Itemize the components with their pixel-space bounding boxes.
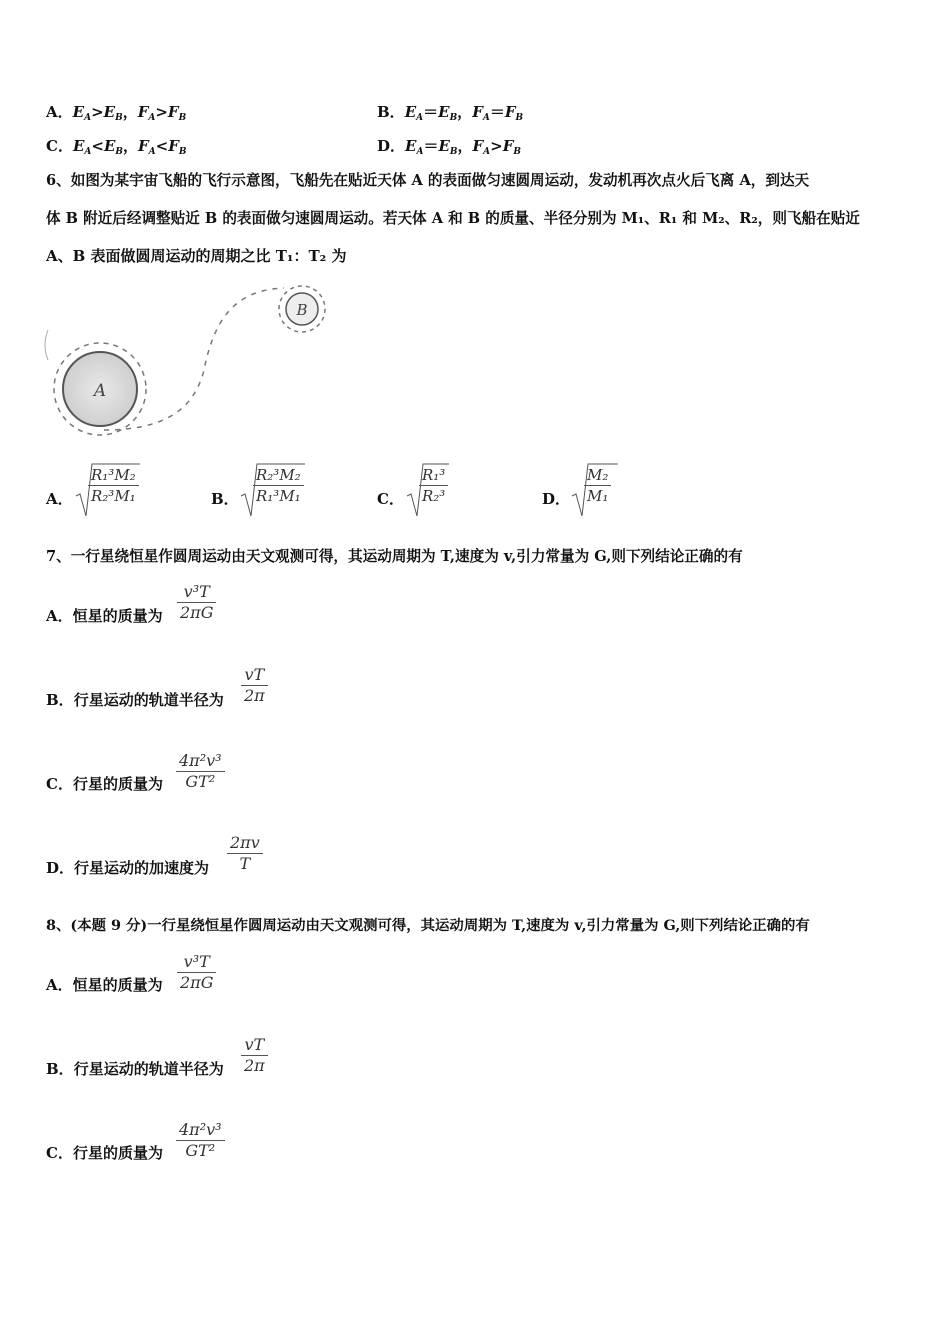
- q5-option-c: C．$E_A<E_B$，$F_A<F_B$: [46, 137, 187, 157]
- fraction: M₂ M₁: [584, 465, 611, 506]
- q5-option-b: B．$E_A=E_B$，$F_A=F_B$: [377, 103, 524, 123]
- option-label: D．: [542, 490, 571, 508]
- fraction: R₂³M₂ R₁³M₁: [253, 465, 304, 506]
- fraction: 4π²v³ GT²: [176, 751, 225, 792]
- q5-option-d: D．$E_A=E_B$，$F_A>F_B$: [377, 137, 521, 157]
- option-text: A．恒星的质量为: [46, 976, 163, 994]
- fraction: R₁³M₂ R₂³M₁: [88, 465, 139, 506]
- fraction: vT 2π: [241, 1035, 268, 1076]
- body-a: [54, 343, 146, 435]
- q6-orbit-figure: [44, 270, 344, 440]
- svg-text:B: B: [296, 301, 308, 319]
- option-label: C．: [377, 490, 404, 508]
- body-b: [279, 286, 325, 332]
- q5-option-a: A．$E_A>E_B$，$F_A>F_B$: [46, 103, 187, 123]
- option-text: C．行星的质量为: [46, 1144, 163, 1162]
- q8-stem: 8、(本题 9 分)一行星绕恒星作圆周运动由天文观测可得，其运动周期为 T,速度为 v,引力常量为 G,则下列结论正确的有: [46, 917, 810, 934]
- option-text: D．行星运动的加速度为: [46, 859, 210, 877]
- option-label: A．: [46, 490, 73, 508]
- fraction: v³T 2πG: [177, 582, 216, 623]
- fraction: 2πv T: [227, 833, 263, 874]
- fraction: v³T 2πG: [177, 952, 216, 993]
- q6-stem-line1: 6、如图为某宇宙飞船的飞行示意图，飞船先在贴近天体 A 的表面做匀速圆周运动，发动机再次点火后飞离 A，到达天: [46, 172, 810, 189]
- q7-stem: 7、一行星绕恒星作圆周运动由天文观测可得，其运动周期为 T,速度为 v,引力常量为 G,则下列结论正确的有: [46, 548, 743, 565]
- q6-stem-line2: 体 B 附近后经调整贴近 B 的表面做匀速圆周运动。若天体 A 和 B 的质量、半径分别为 M₁、R₁ 和 M₂、R₂，则飞船在贴近: [46, 210, 860, 227]
- svg-text:A: A: [93, 381, 107, 401]
- option-text: B．行星运动的轨道半径为: [46, 1060, 224, 1078]
- option-text: C．行星的质量为: [46, 775, 163, 793]
- option-text: B．行星运动的轨道半径为: [46, 691, 224, 709]
- option-label: B．: [211, 490, 239, 508]
- fraction: vT 2π: [241, 665, 268, 706]
- fraction: R₁³ R₂³: [419, 465, 448, 506]
- option-text: A．恒星的质量为: [46, 607, 163, 625]
- fraction: 4π²v³ GT²: [176, 1120, 225, 1161]
- q6-stem-line3: A、B 表面做圆周运动的周期之比 T₁：T₂ 为: [46, 247, 347, 265]
